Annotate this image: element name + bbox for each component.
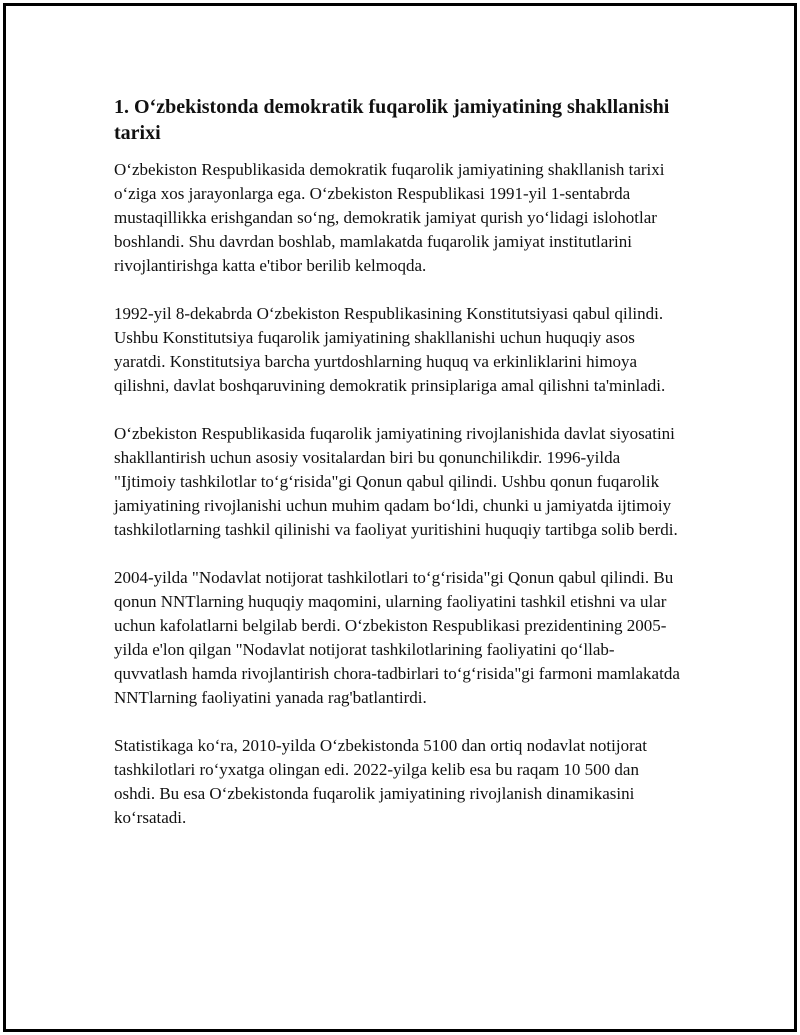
section-title: 1. O‘zbekistonda demokratik fuqarolik jamiyatining shakllanishi tarixi <box>114 96 670 144</box>
document-body <box>114 94 680 854</box>
paragraph-statistics: Statistikaga ko‘ra, 2010-yilda O‘zbekistonda 5100 dan ortiq nodavlat notijorat tashkilotlari ro‘yxatga olingan edi. 2022-yilga kelib esa bu raqam 10 500 dan oshdi. Bu esa O‘zbekistonda fuqarolik jamiyatining rivojlanish dinamikasini ko‘rsatadi. <box>114 736 648 827</box>
paragraph-constitution: 1992-yil 8-dekabrda O‘zbekiston Respublikasining Konstitutsiyasi qabul qilindi. Ushbu Konstitutsiya fuqarolik jamiyatining shakllanishi uchun huquqiy asos yaratdi. Konstitutsiya barcha yurtdoshlarning huquq va erkinliklarini himoya qilishni, davlat boshqaruvining demokratik prinsiplariga amal qilishni ta'minladi. <box>114 304 666 395</box>
paragraph-ngo-law: 2004-yilda "Nodavlat notijorat tashkilotlari to‘g‘risida"gi Qonun qabul qilindi. Bu qonun NNTlarning huquqiy maqomini, ularning faoliyatini tashkil etishni va ular uchun kafolatlarni belgilab berdi. O‘zbekiston Respublikasi prezidentining 2005-yilda e'lon qilgan "Nodavlat notijorat tashkilotlarining faoliyatini qo‘llab-quvvatlash hamda rivojlantirish chora-tadbirlari to‘g‘risida"gi farmoni mamlakatda NNTlarning faoliyatini yanada rag'batlantirdi. <box>114 568 680 707</box>
paragraph-history-intro: O‘zbekiston Respublikasida demokratik fuqarolik jamiyatining shakllanish tarixi o‘ziga xos jarayonlarga ega. O‘zbekiston Respublikasi 1991-yil 1-sentabrda mustaqillikka erishgandan so‘ng, demokratik jamiyat qurish yo‘lidagi islohotlar boshlandi. Shu davrdan boshlab, mamlakatda fuqarolik jamiyat institutlarini rivojlantirishga katta e'tibor berilib kelmoqda. <box>114 160 665 275</box>
paragraph-legislation: O‘zbekiston Respublikasida fuqarolik jamiyatining rivojlanishida davlat siyosatini shakllantirish uchun asosiy vositalardan biri bu qonunchilikdir. 1996-yilda "Ijtimoiy tashkilotlar to‘g‘risida"gi Qonun qabul qilindi. Ushbu qonun fuqarolik jamiyatining rivojlanishi uchun muhim qadam bo‘ldi, chunki u jamiyatda ijtimoiy tashkilotlarning tashkil qilinishi va faoliyat yuritishini huquqiy tartibga solib berdi. <box>114 424 678 539</box>
